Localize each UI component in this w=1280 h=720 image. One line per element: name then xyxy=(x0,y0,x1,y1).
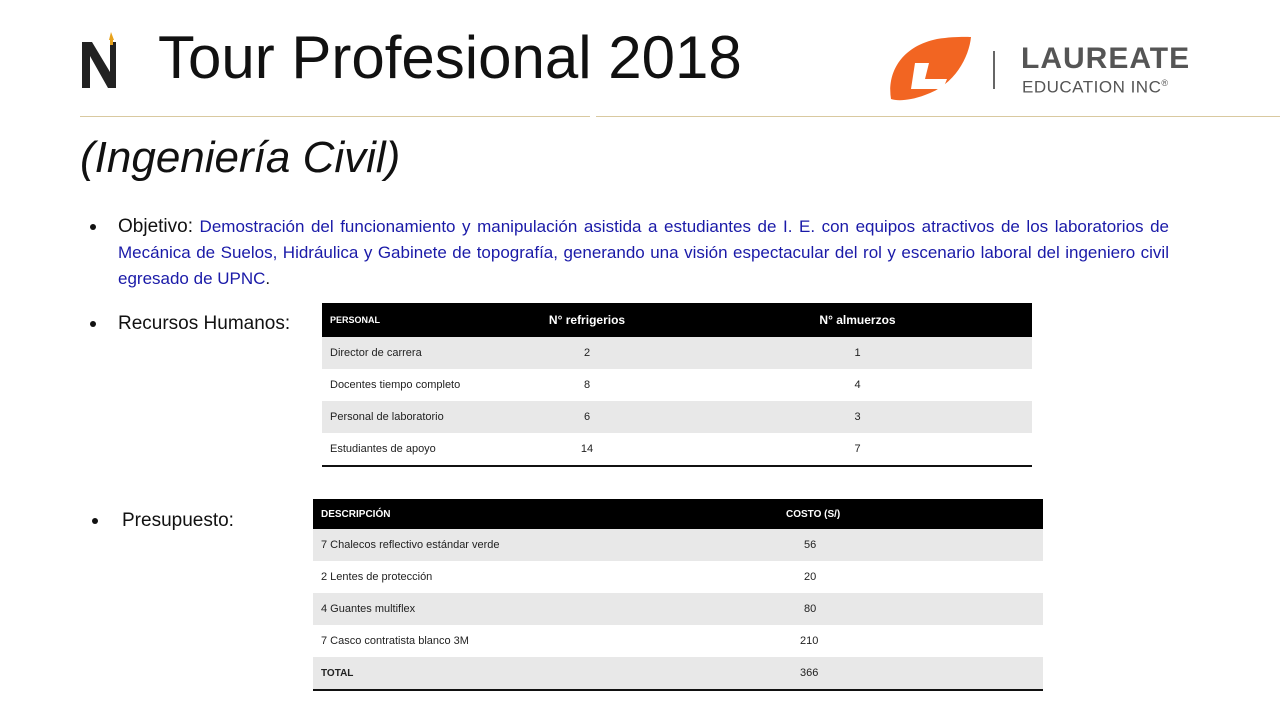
table-cell: 7 Casco contratista blanco 3M xyxy=(313,625,742,657)
table-cell: 4 xyxy=(683,369,1032,401)
registered-mark: ® xyxy=(1161,78,1169,88)
table-cell: 1 xyxy=(683,337,1032,369)
table-row xyxy=(313,529,1043,561)
table-cell: 4 Guantes multiflex xyxy=(313,593,742,625)
table-header: DESCRIPCIÓN xyxy=(313,499,742,529)
table-cell: Estudiantes de apoyo xyxy=(322,433,491,466)
laureate-subtitle: EDUCATION INC® xyxy=(1022,77,1169,97)
table-row xyxy=(322,433,1032,466)
upn-logo-icon xyxy=(78,30,128,90)
recursos-label: Recursos Humanos: xyxy=(118,313,291,334)
table-row xyxy=(313,561,1043,593)
table-row xyxy=(322,337,1032,369)
table-cell: Director de carrera xyxy=(322,337,491,369)
objective-end: . xyxy=(265,269,271,288)
table-row xyxy=(322,401,1032,433)
table-row xyxy=(313,593,1043,625)
bullet-icon xyxy=(90,321,96,327)
table-cell: 6 xyxy=(491,401,683,433)
page-subtitle: (Ingeniería Civil) xyxy=(80,133,401,182)
budget-table xyxy=(313,499,1043,691)
table-cell: Docentes tiempo completo xyxy=(322,369,491,401)
table-header: COSTO (S/) xyxy=(742,499,1043,529)
table-cell: 20 xyxy=(742,561,1043,593)
presupuesto-label: Presupuesto: xyxy=(122,510,234,531)
laureate-leaf-icon xyxy=(885,35,985,103)
table-row xyxy=(313,625,1043,657)
table-header: N° refrigerios xyxy=(491,303,683,337)
table-cell-total-label: TOTAL xyxy=(313,657,742,690)
personal-table xyxy=(322,303,1032,467)
table-cell: Personal de laboratorio xyxy=(322,401,491,433)
page-title: Tour Profesional 2018 xyxy=(158,24,742,91)
title-divider-left xyxy=(80,116,590,117)
table-cell: 80 xyxy=(742,593,1043,625)
table-cell: 8 xyxy=(491,369,683,401)
objective-paragraph xyxy=(118,214,1169,292)
table-cell: 7 Chalecos reflectivo estándar verde xyxy=(313,529,742,561)
laureate-name: LAUREATE xyxy=(1021,42,1191,75)
table-cell: 7 xyxy=(683,433,1032,466)
table-cell: 14 xyxy=(491,433,683,466)
table-cell-total-value: 366 xyxy=(742,657,1043,690)
table-cell: 2 xyxy=(491,337,683,369)
laureate-logo xyxy=(885,35,1235,105)
table-cell: 210 xyxy=(742,625,1043,657)
table-cell: 3 xyxy=(683,401,1032,433)
table-row-total xyxy=(313,657,1043,690)
title-divider-right xyxy=(596,116,1280,117)
table-cell: 56 xyxy=(742,529,1043,561)
table-header: N° almuerzos xyxy=(683,303,1032,337)
table-row xyxy=(322,369,1032,401)
table-cell: 2 Lentes de protección xyxy=(313,561,742,593)
table-header: PERSONAL xyxy=(322,303,491,337)
laureate-divider xyxy=(993,51,995,89)
objective-text: Demostración del funcionamiento y manipulación asistida a estudiantes de I. E. con equipos atractivos de los laboratorios de Mecánica de Suelos, Hidráulica y Gabinete de topografía, generando una visión espectacular del rol y escenario laboral del ingeniero civil egresado de UPNC xyxy=(118,217,1169,288)
objective-label: Objetivo: xyxy=(118,216,193,237)
bullet-icon xyxy=(92,518,98,524)
bullet-icon xyxy=(90,224,96,230)
